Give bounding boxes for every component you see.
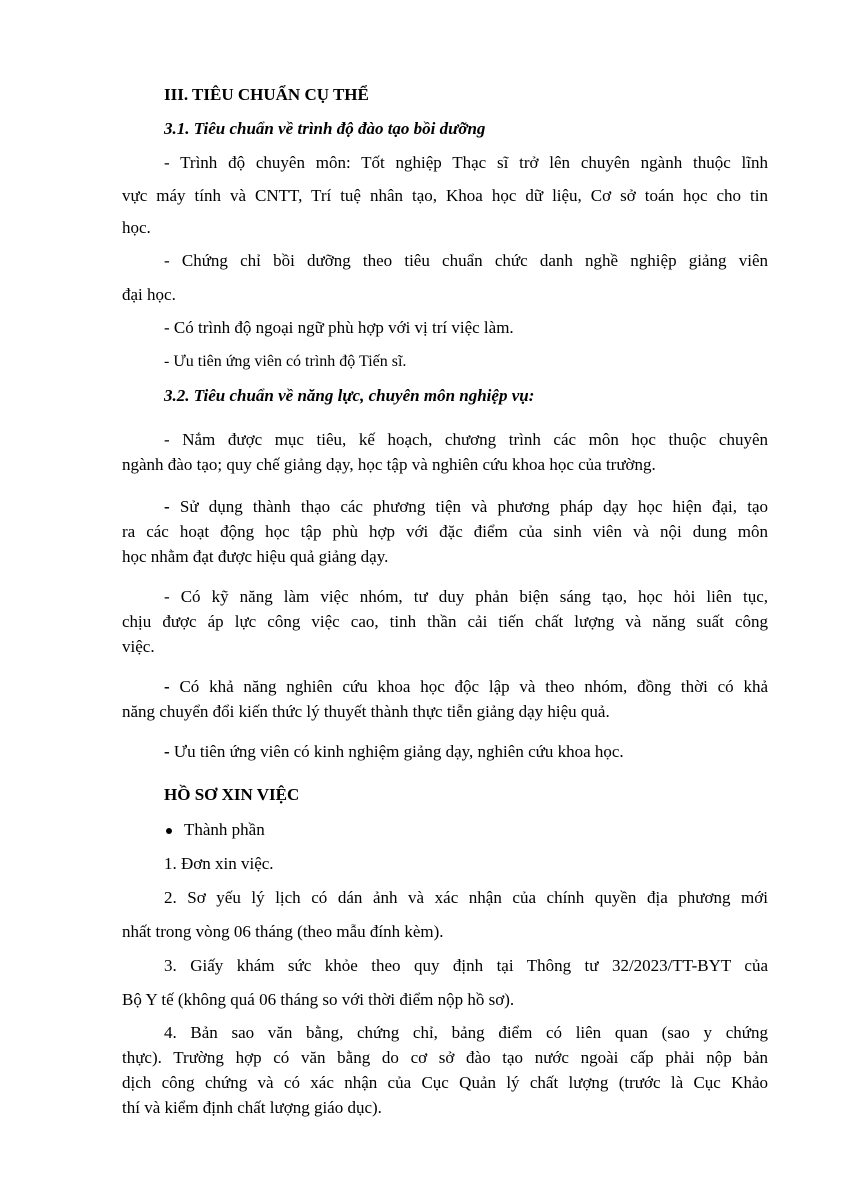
bold-dash: - [164, 742, 170, 761]
subsection-text: . Tiêu chuẩn về năng lực, chuyên môn nghiệp vụ: [185, 386, 535, 405]
paragraph-line: chịu được áp lực công việc cao, tinh thần cải tiến chất lượng và năng suất công [122, 612, 768, 631]
paragraph-line: học nhằm đạt được hiệu quả giảng dạy. [122, 547, 389, 566]
paragraph-line: vực máy tính và CNTT, Trí tuệ nhân tạo, Khoa học dữ liệu, Cơ sở toán học cho tin [122, 186, 768, 205]
paragraph-text: Có khả năng nghiên cứu khoa học độc lập và theo nhóm, đồng thời có khả [169, 677, 768, 696]
paragraph-line: - Trình độ chuyên môn: Tốt nghiệp Thạc sĩ trở lên chuyên ngành thuộc lĩnh [164, 153, 768, 172]
paragraph-line [164, 741, 768, 763]
paragraph-line: 1. Đơn xin việc. [164, 854, 274, 873]
paragraph-line: đại học. [122, 285, 176, 304]
paragraph-line: ra các hoạt động học tập phù hợp với đặc điểm của sinh viên và nội dung môn [122, 522, 768, 541]
paragraph-line: - Có kỹ năng làm việc nhóm, tư duy phản biện sáng tạo, học hỏi liên tục, [164, 587, 768, 606]
paragraph-line: thực). Trường hợp có văn bằng do cơ sở đào tạo nước ngoài cấp phải nộp bản [122, 1048, 768, 1067]
paragraph-line: nhất trong vòng 06 tháng (theo mẫu đính kèm). [122, 922, 444, 941]
paragraph-line: việc. [122, 637, 155, 656]
bold-dash: - [164, 497, 170, 516]
bullet-icon [166, 828, 172, 834]
paragraph-line: ngành đào tạo; quy chế giảng dạy, học tập và nghiên cứu khoa học của trường. [122, 455, 656, 474]
paragraph-line: năng chuyển đổi kiến thức lý thuyết thành thực tiễn giảng dạy hiệu quả. [122, 702, 610, 721]
paragraph-line: - Có trình độ ngoại ngữ phù hợp với vị trí việc làm. [164, 318, 514, 337]
paragraph-line: - Chứng chỉ bồi dưỡng theo tiêu chuẩn chức danh nghề nghiệp giảng viên [164, 251, 768, 270]
paragraph-line: dịch công chứng và có xác nhận của Cục Quản lý chất lượng (trước là Cục Khảo [122, 1073, 768, 1092]
paragraph-line: 2. Sơ yếu lý lịch có dán ảnh và xác nhận của chính quyền địa phương mới [164, 888, 768, 907]
paragraph-line: - Ưu tiên ứng viên có trình độ Tiến sĩ. [164, 353, 407, 370]
paragraph-line [164, 496, 768, 518]
paragraph-text: Ưu tiên ứng viên có kinh nghiệm giảng dạy, nghiên cứu khoa học. [169, 742, 624, 761]
subsection-title [164, 385, 764, 407]
paragraph-line: học. [122, 218, 151, 237]
paragraph-text: Sử dụng thành thạo các phương tiện và phương pháp dạy học hiện đại, tạo [169, 497, 768, 516]
paragraph-line: - Nắm được mục tiêu, kế hoạch, chương trình các môn học thuộc chuyên [164, 430, 768, 449]
section-heading: HỒ SƠ XIN VIỆC [164, 785, 300, 804]
subsection-number: 3.2 [164, 386, 186, 405]
bold-dash: - [164, 677, 170, 696]
subsection-title: 3.1. Tiêu chuẩn về trình độ đào tạo bồi dưỡng [164, 119, 486, 138]
paragraph-line: 4. Bản sao văn bằng, chứng chỉ, bảng điểm có liên quan (sao y chứng [164, 1023, 768, 1042]
bullet-item [166, 819, 566, 841]
bullet-text: Thành phần [184, 820, 265, 839]
paragraph-line: 3. Giấy khám sức khỏe theo quy định tại Thông tư 32/2023/TT-BYT của [164, 956, 768, 975]
paragraph-line: Bộ Y tế (không quá 06 tháng so với thời điểm nộp hồ sơ). [122, 990, 515, 1009]
section-heading: III. TIÊU CHUẨN CỤ THỂ [164, 85, 369, 104]
paragraph-line: thí và kiểm định chất lượng giáo dục). [122, 1098, 382, 1117]
paragraph-line [164, 676, 768, 698]
